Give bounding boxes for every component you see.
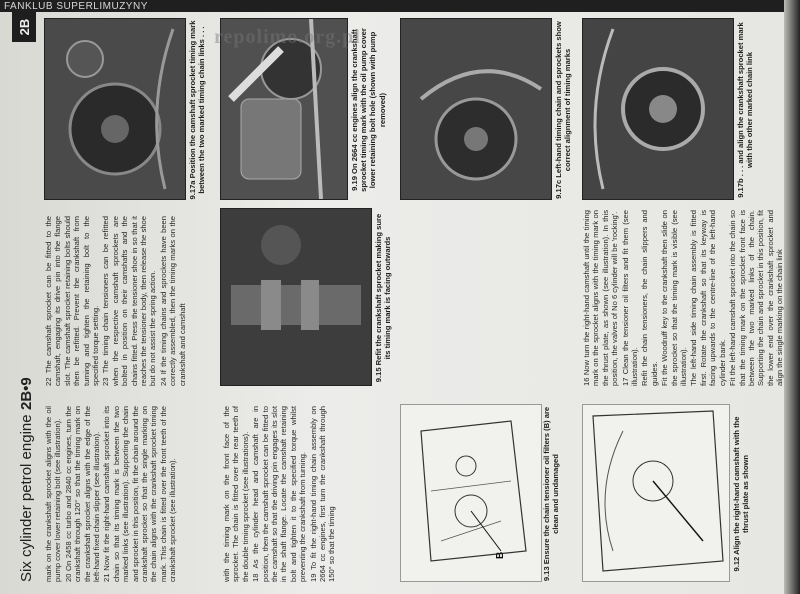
paragraph: 18 As the cylinder head and camshaft are in position, then the camshaft sprocket can be fitted to the camshaft so that the driving pin engages its slot in the shaft flange. Locate the camshaft retaining bolt and tighten it to the specified torque whilst preventing the crankshaft from turning.: [251, 406, 308, 582]
caption-9-17b: 9.17b . . . and align the crankshaft sprocket mark with the other marked chain link: [736, 22, 755, 198]
photo-9-17b: [582, 18, 734, 200]
paragraph: 20 On 2458 cc turbo and 2840 cc engines, turn the crankshaft through 120° so that the timing mark on the crankshaft sprocket aligns with the edge of the left-hand fixed chain slipper (see illustration).: [63, 406, 102, 582]
drawing-9-12: [582, 404, 730, 582]
caption-9-15: 9.15 Refit the crankshaft sprocket making sure its timing mark is facing outwards: [374, 213, 393, 383]
photo-9-17a: [44, 18, 186, 200]
text-column-top: [44, 406, 210, 582]
text-column-b: [44, 216, 214, 386]
paragraph: 22 The camshaft sprocket can be fitted to the camshaft, engaging its drive pin into the flange slot. The camshaft sprocket retaining bolts should then be refitted. Prevent the crankshaft from turning and tighten the retaining bolt to the specified torque setting.: [44, 216, 101, 386]
manual-page: [12, 12, 784, 582]
caption-9-17a: 9.17a Position the camshaft sprocket timing mark between the two marked timing chain links . . .: [188, 20, 207, 200]
caption-9-19: 9.19 On 2664 cc engines align the crankshaft sprocket timing mark with the oil pump cover lower retaining bolt hole (shown with pump removed): [350, 28, 387, 192]
chapter-tab: 2B: [12, 12, 36, 42]
watermark-text: FANKLUB SUPERLIMUZYNY: [4, 1, 148, 12]
page-title: Six cylinder petrol engine: [18, 414, 35, 582]
caption-9-17c: 9.17c Left-hand timing chain and sprockets show correct alignment of timing marks: [554, 21, 573, 199]
page-number: 2B•9: [18, 377, 35, 410]
paragraph: 21 Now fit the right-hand camshaft sprocket into its chain so that its timing mark is between the two marked links (see illustration). Supporting the chain and sprocket in this position, fit the chain around the crankshaft sprocket so that the single marking on the chain aligns with the crankshaft sprocket timing mark. This chain is fitted over the front teeth of the crankshaft sprocket (see illustration).: [102, 406, 178, 582]
paragraph: Fit the Woodruff key to the crankshaft then slide on the sprocket so that the timing mark is visible (see illustration).: [660, 210, 689, 386]
paragraph: with the timing mark on the front face of the sprocket. The chain is fitted over the rear teeth of the double timing sprocket (see illustrations).: [222, 406, 250, 582]
paragraph: 19 To fit the right-hand timing chain assembly on 2664 cc engines, first turn the crankshaft through 150° so that the timing: [308, 406, 337, 582]
drawing-9-13: [400, 404, 542, 582]
photo-9-17c: [400, 18, 552, 200]
paragraph: Fit the left-hand camshaft sprocket into the chain so that the timing mark on the sprocket front face is between the two marked links of the chain. Supporting the chain and sprocket in this position, fit the lower end over the crankshaft sprocket and align the single marking on the chain link: [728, 210, 785, 386]
paragraph: The left-hand side timing chain assembly is fitted first. Rotate the crankshaft so that its keyway is facing upwards to the centre-line of the left-hand cylinder bank.: [689, 210, 727, 386]
watermark-url: repolimo.org.pl: [214, 26, 361, 48]
paragraph: 16 Now turn the right-hand camshaft until the timing mark on the sprocket aligns with the timing mark on the thrust plate, as shown (see illustration). In this position, the valves of No 6 cylinder will be 'rocking'.: [582, 210, 620, 386]
figure-label-b: B: [495, 551, 506, 559]
paragraph: 24 If the timing chains and sprockets have been correctly assembled, then the timing marks on the crankshaft and camshaft: [158, 216, 187, 386]
paragraph: Refit the chain tensioners, the chain slippers and guides.: [640, 210, 659, 386]
text-column-d: [582, 210, 785, 386]
scan-right-edge: [784, 0, 800, 594]
caption-9-12: 9.12 Align the right-hand camshaft with the thrust plate as shown: [732, 416, 751, 572]
paragraph: 23 The timing chain tensioners can be refitted when the respective camshaft sprockets are bolted in position on their camshafts and the chains fitted. Press the tensioner shoe in so that it reaches the tensioner body, then release the shoe but do not assist the spring action.: [101, 216, 158, 386]
photo-9-15: [220, 208, 372, 386]
paragraph: mark on the crankshaft sprocket aligns with the oil pump cover lower retaining bolt (see illustration).: [44, 406, 63, 582]
text-column-c: [222, 406, 392, 582]
page-header: [12, 12, 42, 582]
caption-9-13: 9.13 Ensure the chain tensioner oil filters (B) are clean and undamaged: [542, 406, 561, 582]
paragraph: 17 Clean the tensioner oil filters and fit them (see illustration).: [620, 210, 640, 386]
